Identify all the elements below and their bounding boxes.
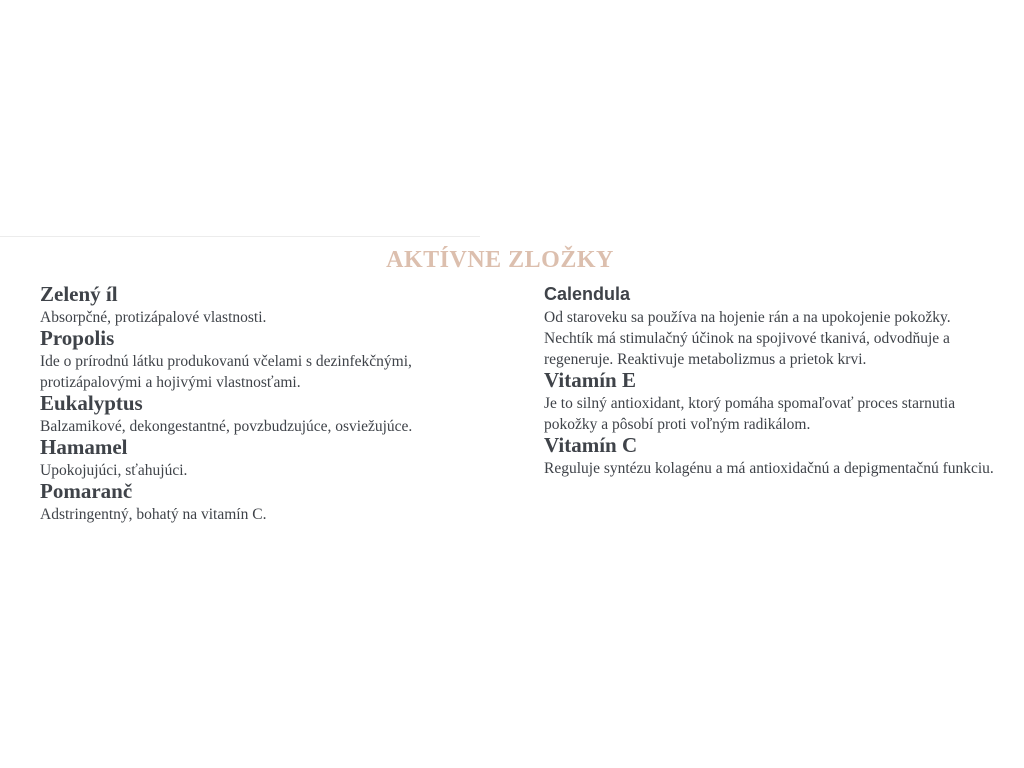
ingredient-name: Eukalyptus <box>40 391 143 415</box>
ingredient-propolis <box>40 325 510 393</box>
ingredient-description: Upokojujúci, sťahujúci. <box>40 462 188 479</box>
ingredient-description: Adstringentný, bohatý na vitamín C. <box>40 506 267 523</box>
ingredient-vitamin-e <box>544 367 994 435</box>
ingredient-description: Balzamikové, dekongestantné, povzbudzujúce, osviežujúce. <box>40 418 413 435</box>
ingredient-eukalyptus <box>40 390 510 437</box>
ingredient-pomaranc <box>40 478 510 525</box>
section-title: AKTÍVNE ZLOŽKY <box>386 247 614 273</box>
ingredient-description: Je to silný antioxidant, ktorý pomáha spomaľovať proces starnutia pokožky a pôsobí proti voľným radikálom. <box>544 395 956 433</box>
top-divider <box>0 236 480 237</box>
ingredient-vitamin-c <box>544 432 994 479</box>
ingredient-description: Reguluje syntézu kolagénu a má antioxidačnú a depigmentačnú funkciu. <box>544 460 994 477</box>
ingredient-name: Pomaranč <box>40 479 133 503</box>
ingredient-hamamel <box>40 434 510 481</box>
ingredient-description: Od staroveku sa používa na hojenie rán a na upokojenie pokožky. Nechtík má stimulačný účinok na spojivové tkanivá, odvodňuje a regeneruje. Reaktivuje metabolizmus a prietok krvi. <box>544 309 951 368</box>
ingredient-name: Hamamel <box>40 435 128 459</box>
ingredients-right-column <box>544 281 994 476</box>
ingredient-name: Vitamín C <box>544 433 638 457</box>
ingredient-description: Absorpčné, protizápalové vlastnosti. <box>40 309 267 326</box>
ingredient-description: Ide o prírodnú látku produkovanú včelami s dezinfekčnými, protizápalovými a hojivými vlastnosťami. <box>40 353 412 391</box>
ingredient-name: Calendula <box>544 284 631 304</box>
ingredient-name: Vitamín E <box>544 368 636 392</box>
ingredient-name: Propolis <box>40 326 115 350</box>
ingredient-name: Zelený íl <box>40 282 118 306</box>
ingredient-calendula <box>544 281 994 370</box>
ingredients-left-column <box>40 281 510 522</box>
ingredient-zeleny-il <box>40 281 510 328</box>
